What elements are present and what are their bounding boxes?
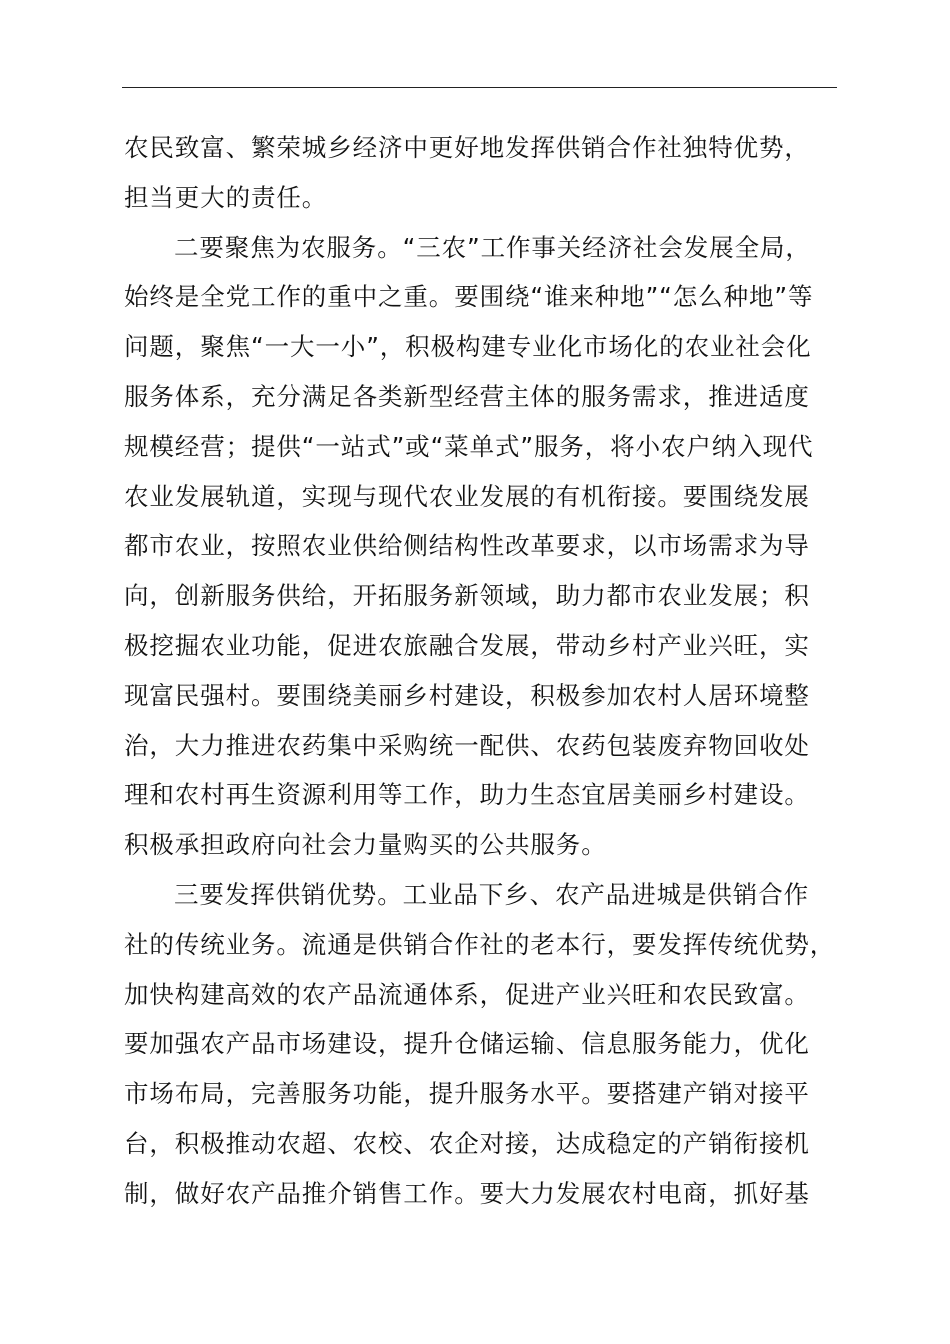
text-line: 担当更大的责任。 [124, 182, 328, 212]
text-line: 二要聚焦为农服务。“三农”工作事关经济社会发展全局， [174, 232, 811, 262]
text-line: 理和农村再生资源利用等工作，助力生态宜居美丽乡村建设。 [124, 780, 810, 810]
text-line: 台，积极推动农超、农校、农企对接，达成稳定的产销衔接机 [124, 1128, 810, 1158]
text-line: 现富民强村。要围绕美丽乡村建设，积极参加农村人居环境整 [124, 680, 810, 710]
text-line: 治，大力推进农药集中采购统一配供、农药包装废弃物回收处 [124, 730, 810, 760]
text-line: 规模经营；提供“一站式”或“菜单式”服务，将小农户纳入现代 [124, 431, 814, 461]
text-line: 始终是全党工作的重中之重。要围绕“谁来种地”“怎么种地”等 [124, 282, 814, 312]
text-line: 市场布局，完善服务功能，提升服务水平。要搭建产销对接平 [124, 1079, 810, 1109]
text-line: 问题，聚焦“一大一小”，积极构建专业化市场化的农业社会化 [124, 332, 812, 362]
text-line: 制，做好农产品推介销售工作。要大力发展农村电商，抓好基 [124, 1178, 810, 1208]
header-divider [122, 87, 837, 88]
text-line: 加快构建高效的农产品流通体系，促进产业兴旺和农民致富。 [124, 979, 810, 1009]
text-line: 极挖掘农业功能，促进农旅融合发展，带动乡村产业兴旺，实 [124, 630, 810, 660]
text-line: 农民致富、繁荣城乡经济中更好地发挥供销合作社独特优势， [124, 133, 810, 162]
text-line: 三要发挥供销优势。工业品下乡、农产品进城是供销合作 [174, 879, 809, 909]
text-line: 农业发展轨道，实现与现代农业发展的有机衔接。要围绕发展 [124, 481, 810, 511]
text-line: 社的传统业务。流通是供销合作社的老本行，要发挥传统优势， [124, 929, 836, 959]
text-line: 要加强农产品市场建设，提升仓储运输、信息服务能力，优化 [124, 1029, 810, 1059]
body-text [124, 123, 884, 1219]
text-line: 服务体系，充分满足各类新型经营主体的服务需求，推进适度 [124, 381, 810, 411]
text-line: 都市农业，按照农业供给侧结构性改革要求，以市场需求为导 [124, 531, 810, 561]
text-line: 向，创新服务供给，开拓服务新领域，助力都市农业发展；积 [124, 581, 810, 611]
text-line: 积极承担政府向社会力量购买的公共服务。 [124, 830, 607, 860]
